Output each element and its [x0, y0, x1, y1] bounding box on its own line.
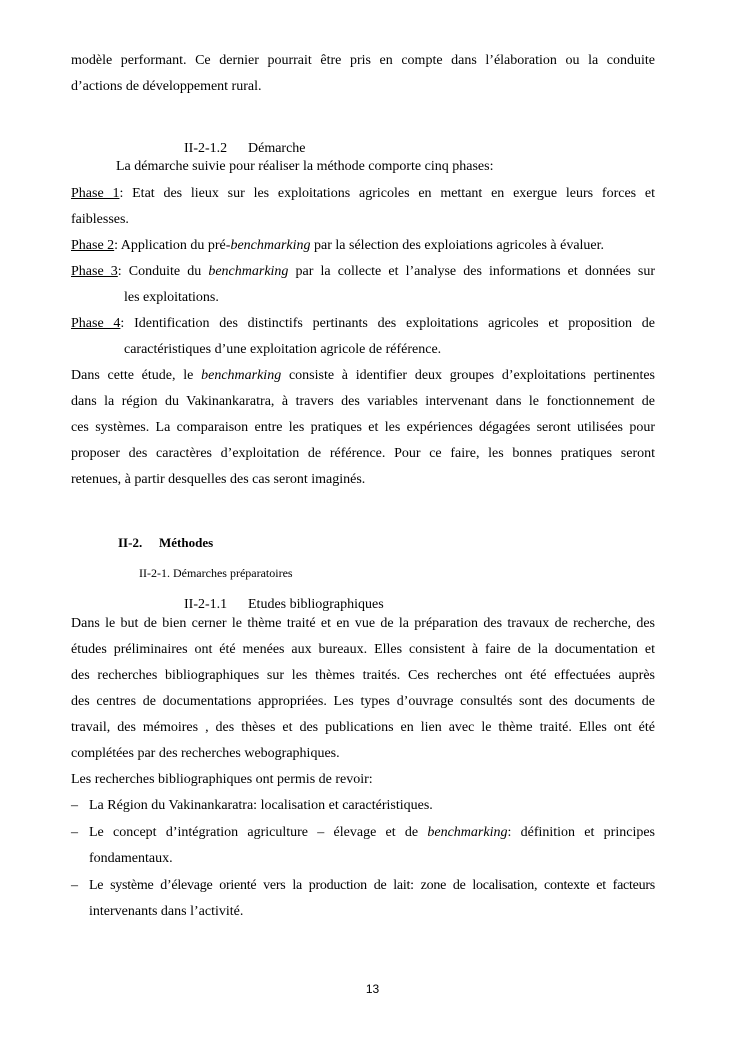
bullet-2-line-2: fondamentaux. — [89, 851, 173, 866]
demarche-para-line-4: proposer des caractères d’exploitation de référence. Pour ce faire, les bonnes pratiques seront — [71, 446, 655, 461]
bullet-dash: – — [71, 878, 78, 893]
heading-demarche-title: Démarche — [248, 141, 306, 156]
biblio-para-line-4: des centres de documentations appropriées. Les types d’ouvrage consultés sont des documents de — [71, 694, 655, 709]
biblio-para-line-3: des recherches bibliographiques sur les thèmes traités. Ces recherches ont été effectuées auprès — [71, 668, 655, 683]
phase-1-text: : Etat des lieux sur les exploitations agricoles en mettant en exergue leurs forces et — [119, 186, 655, 201]
demarche-para-line-3: ces systèmes. La comparaison entre les pratiques et les expériences dégagées seront utilisées pour — [71, 420, 655, 435]
bullet-2-text-b: : définition et principes — [507, 825, 655, 840]
phase-1-line-2: faiblesses. — [71, 212, 129, 227]
page-number: 13 — [365, 982, 380, 996]
phase-3-label: Phase 3 — [71, 264, 118, 279]
intro-line-2: d’actions de développement rural. — [71, 79, 262, 94]
bullet-dash: – — [71, 825, 78, 840]
phase-4-line-1 — [71, 311, 655, 337]
biblio-para-line-2: études préliminaires ont été menées aux bureaux. Elles consistent à faire de la documentation et — [71, 642, 655, 657]
demarche-para-text-a: Dans cette étude, le — [71, 368, 202, 383]
intro-line-1: modèle performant. Ce dernier pourrait être pris en compte dans l’élaboration ou la conduite — [71, 53, 655, 68]
list-intro: Les recherches bibliographiques ont permis de revoir: — [71, 772, 373, 787]
bullet-1-text: La Région du Vakinankaratra: localisation et caractéristiques. — [89, 798, 433, 813]
demarche-para-italic: benchmarking — [201, 368, 282, 383]
heading-demarche-number: II-2-1.2 — [184, 141, 228, 156]
bullet-3-line-2: intervenants dans l’activité. — [89, 904, 244, 919]
heading-biblio-number: II-2-1.1 — [184, 597, 228, 612]
phase-1-label: Phase 1 — [71, 186, 120, 201]
heading-biblio-title: Etudes bibliographiques — [248, 597, 384, 612]
phase-4-label: Phase 4 — [71, 316, 121, 331]
demarche-para-line-2: dans la région du Vakinankaratra, à travers des variables intervenant dans le fonctionnement de — [71, 394, 655, 409]
phase-1-line-1 — [71, 181, 655, 207]
phase-3-line-2: les exploitations. — [124, 290, 219, 305]
heading-methodes-number: II-2. — [118, 535, 143, 550]
phase-3-italic: benchmarking — [208, 264, 289, 279]
bullet-2-line-1 — [89, 820, 655, 846]
phase-3-text-a: : Conduite du — [117, 264, 209, 279]
phase-4-text: : Identification des distinctifs pertinants des exploitations agricoles et proposition de — [120, 316, 655, 331]
bullet-3-line-1: Le système d’élevage orienté vers la production de lait: zone de localisation, contexte et facteurs — [89, 878, 655, 893]
bullet-2-italic: benchmarking — [427, 825, 508, 840]
demarche-para-line-5: retenues, à partir desquelles des cas seront imaginés. — [71, 472, 366, 487]
bullet-2-text-a: Le concept d’intégration agriculture – élevage et de — [89, 825, 428, 840]
phase-4-line-2: caractéristiques d’une exploitation agricole de référence. — [124, 342, 442, 357]
demarche-para-line-1 — [71, 363, 655, 389]
phase-2-text-a: : Application du pré- — [114, 238, 231, 253]
phase-2-line — [71, 233, 655, 259]
biblio-para-line-5: travail, des mémoires , des thèses et des publications en lien avec le thème traité. Elles ont été — [71, 720, 655, 735]
heading-demarches-preparatoires: II-2-1. Démarches préparatoires — [139, 566, 293, 580]
biblio-para-line-1: Dans le but de bien cerner le thème traité et en vue de la préparation des travaux de recherche, des — [71, 616, 655, 631]
biblio-para-line-6: complétées par des recherches webographiques. — [71, 746, 340, 761]
heading-methodes — [118, 533, 213, 553]
demarche-intro: La démarche suivie pour réaliser la méthode comporte cinq phases: — [116, 159, 494, 174]
phase-3-line-1 — [71, 259, 655, 285]
heading-methodes-title: Méthodes — [159, 535, 214, 550]
phase-3-text-b: par la collecte et l’analyse des informations et données sur — [288, 264, 655, 279]
phase-2-italic: benchmarking — [230, 238, 311, 253]
bullet-dash: – — [71, 798, 78, 813]
demarche-para-text-b: consiste à identifier deux groupes d’exploitations pertinentes — [281, 368, 655, 383]
phase-2-text-b: par la sélection des exploiations agricoles à évaluer. — [310, 238, 605, 253]
phase-2-label: Phase 2 — [71, 238, 115, 253]
